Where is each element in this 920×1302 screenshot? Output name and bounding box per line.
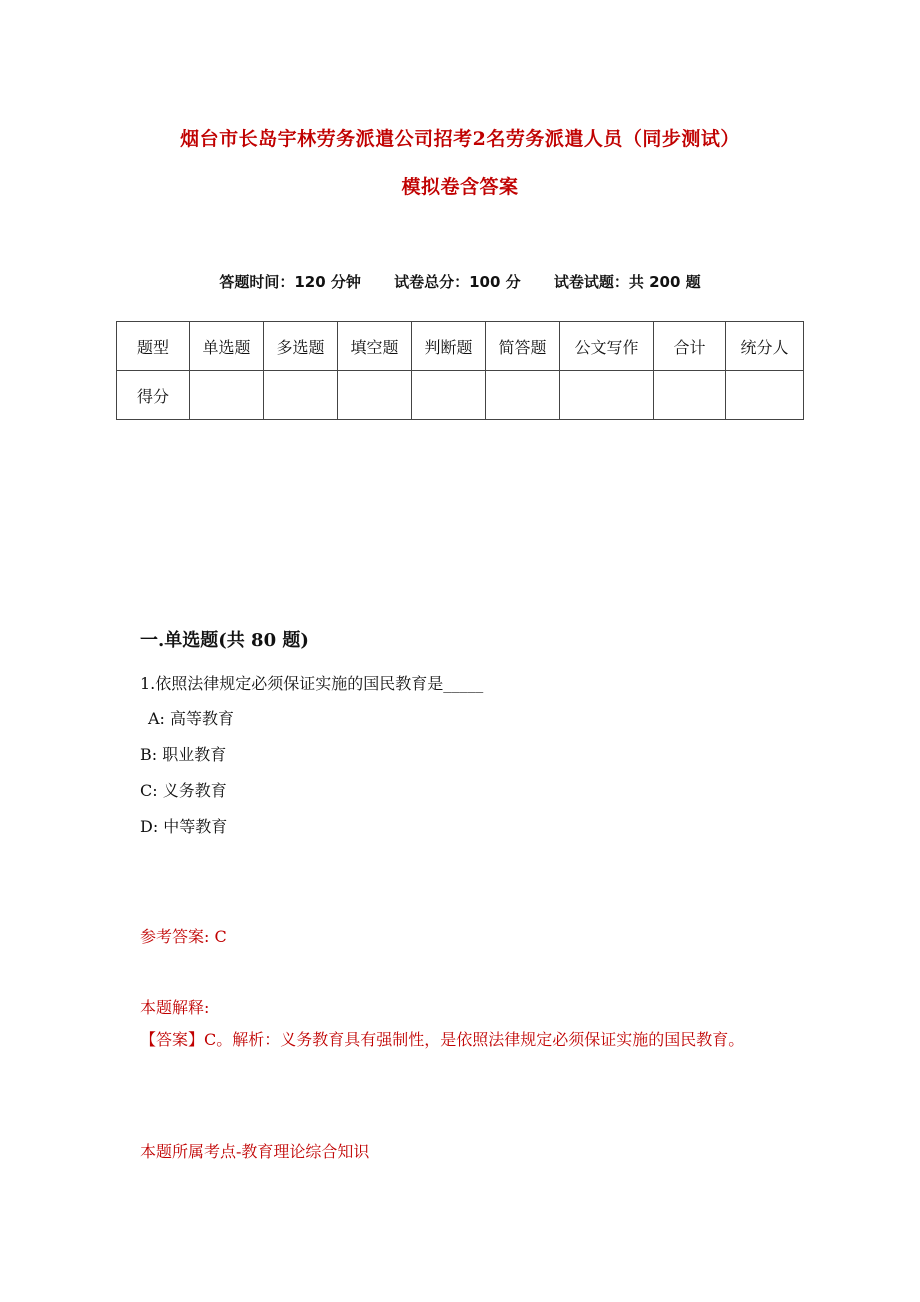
option-c: C: 义务教育 — [140, 781, 227, 800]
document-title-line2: 模拟卷含答案 — [401, 176, 519, 198]
question-stem: 1.依照法律规定必须保证实施的国民教育是_____ — [140, 674, 484, 693]
exam-meta — [0, 271, 920, 292]
score-cell — [190, 371, 264, 420]
header-cell-fill: 填空题 — [338, 322, 412, 371]
explanation-text: 【答案】C。解析：义务教育具有强制性，是依照法律规定必须保证实施的国民教育。 — [140, 1030, 745, 1049]
option-a: A: 高等教育 — [148, 709, 235, 728]
score-cell — [654, 371, 726, 420]
header-cell-total: 合计 — [654, 322, 726, 371]
header-cell-multi: 多选题 — [264, 322, 338, 371]
option-b: B: 职业教育 — [140, 745, 227, 764]
header-cell-grader: 统分人 — [726, 322, 804, 371]
exam-time: 答题时间：120 分钟 — [219, 273, 361, 291]
score-cell — [726, 371, 804, 420]
score-cell — [264, 371, 338, 420]
score-cell — [412, 371, 486, 420]
header-cell-type: 题型 — [117, 322, 190, 371]
explanation-label: 本题解释: — [140, 998, 210, 1017]
score-table-score-row — [117, 371, 804, 420]
header-cell-judge: 判断题 — [412, 322, 486, 371]
exam-total-score: 试卷总分：100 分 — [394, 273, 521, 291]
reference-answer: 参考答案: C — [140, 927, 227, 946]
section-title: 一.单选题(共 80 题) — [140, 630, 309, 651]
score-cell — [486, 371, 560, 420]
header-cell-writing: 公文写作 — [560, 322, 654, 371]
score-row-label: 得分 — [117, 371, 190, 420]
document-title-line1: 烟台市长岛宇林劳务派遣公司招考2名劳务派遣人员（同步测试） — [180, 128, 740, 150]
exam-question-count: 试卷试题：共 200 题 — [553, 273, 701, 291]
score-cell — [560, 371, 654, 420]
header-cell-single: 单选题 — [190, 322, 264, 371]
option-d: D: 中等教育 — [140, 817, 228, 836]
header-cell-short: 简答题 — [486, 322, 560, 371]
score-cell — [338, 371, 412, 420]
topic-note: 本题所属考点-教育理论综合知识 — [140, 1142, 370, 1161]
score-table — [116, 321, 804, 420]
score-table-header-row — [117, 322, 804, 371]
